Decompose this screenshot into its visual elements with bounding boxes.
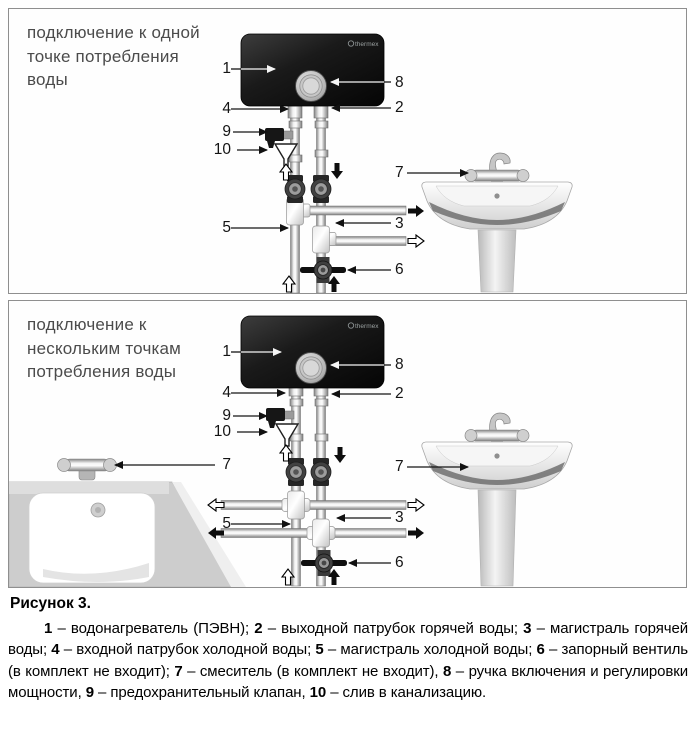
callout-4: 4: [222, 100, 231, 117]
callout-1: 1: [222, 343, 231, 360]
panel-caption-multi-point: подключение к нескольким точкам потребления воды: [27, 315, 182, 381]
cold-inlet-fitting: [288, 106, 302, 118]
figure-heading: Рисунок 3.: [10, 595, 91, 612]
callout-7-tub: 7: [222, 456, 231, 473]
callout-8: 8: [395, 356, 404, 373]
shutoff-valve: [301, 550, 347, 576]
callout-10: 10: [213, 423, 231, 440]
legend-number: 8: [443, 662, 452, 680]
figure-legend: 1 – водонагреватель (ПЭВН); 2 – выходной патрубок горячей воды; 3 – магистраль горячей воды; 4 – входной патрубок холодной воды; 5 – магистраль холодной воды; 6 – запорный вентиль (в комплект не входит); 7 – смеситель (в комплект не входит), 8 – ручка включения и регулировки мощности, 9 – предохранительный клапан, 10 – слив в канализацию.: [8, 620, 689, 702]
legend-number: 7: [174, 662, 183, 680]
ball-valve-hot: [311, 458, 331, 486]
callout-7: 7: [395, 164, 404, 181]
legend-number: 10: [309, 684, 327, 702]
cross-hot-main: [307, 519, 335, 547]
hot-outlet-fitting: [314, 106, 328, 118]
callout-8: 8: [395, 74, 404, 91]
flow-arrow-down-solid: [334, 447, 346, 463]
ball-valve-cold: [286, 458, 306, 486]
legend-number: 5: [315, 641, 324, 659]
callout-10: 10: [213, 141, 231, 158]
callout-9: 9: [222, 407, 231, 424]
legend-number: 6: [536, 641, 545, 659]
callout-6: 6: [395, 261, 404, 278]
hot-water-line-to-sink: [295, 206, 406, 215]
callout-1: 1: [222, 60, 231, 77]
flow-arrow-right-solid: [408, 205, 424, 217]
diagram-panel-multi-point: [8, 300, 687, 588]
callout-5: 5: [222, 515, 231, 532]
panel-caption-single-point: подключение к одной точке потребления воды: [27, 23, 200, 89]
bathtub-mixer: [58, 459, 117, 481]
callout-6: 6: [395, 554, 404, 571]
legend-number: 2: [254, 620, 263, 637]
flow-arrow-up-solid-bottom: [328, 276, 340, 292]
cold-water-line: [221, 501, 406, 510]
callout-3: 3: [395, 509, 404, 526]
callout-2: 2: [395, 99, 404, 116]
callout-9: 9: [222, 123, 231, 140]
sink-pedestal: [478, 230, 516, 292]
callout-4: 4: [222, 384, 231, 401]
callout-3: 3: [395, 215, 404, 232]
flow-arrow-right-hollow: [408, 235, 424, 247]
shutoff-valve: [300, 257, 346, 283]
legend-number: 1: [44, 620, 53, 637]
cross-cold-main: [282, 491, 310, 519]
ball-valve-hot: [311, 175, 331, 203]
callout-2: 2: [395, 385, 404, 402]
tee-hot-main: [313, 226, 337, 253]
legend-number: 4: [51, 641, 60, 659]
flow-arrow-right-solid: [408, 527, 424, 539]
legend-number: 9: [85, 684, 94, 702]
diagram-panel-single-point: [8, 8, 687, 294]
flow-arrow-down-solid: [331, 163, 343, 179]
legend-number: 3: [523, 620, 532, 637]
callout-5: 5: [222, 219, 231, 236]
callout-7-sink: 7: [395, 458, 404, 475]
flow-arrow-right-hollow: [408, 499, 424, 511]
sink-pedestal: [478, 490, 516, 586]
